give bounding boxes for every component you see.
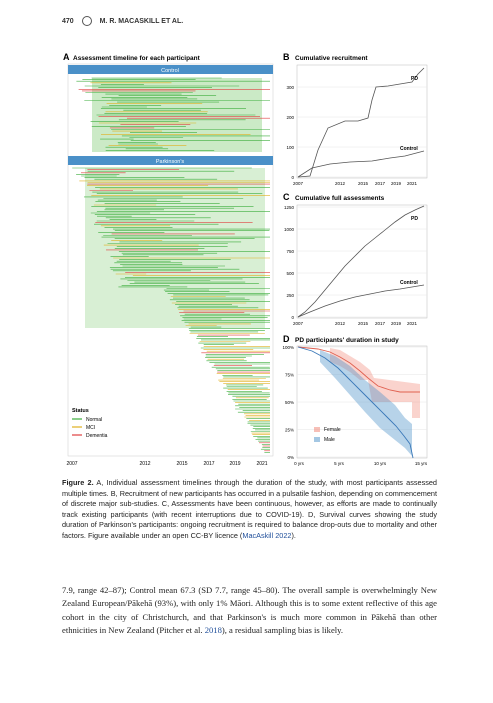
panel-b-x-tick: 2021 [406,181,418,186]
panel-c-y-tick: 1250 [283,205,294,210]
panel-b-y-tick: 0 [291,175,294,180]
legend-female-label: Female [324,427,341,433]
panel-c-x-tick: 2015 [357,321,369,326]
control-timelines [76,78,270,152]
panel-b-x-tick: 2007 [292,181,304,186]
panel-c-control-label: Control [400,280,418,286]
figure-caption [62,478,437,542]
panel-d-y-tick: 50% [284,400,294,405]
panel-c-plot-area [297,205,427,318]
panel-c-x-tick: 2019 [390,321,402,326]
legend-mci-label: MCI [86,425,96,431]
running-authors: M. R. MACASKILL ET AL. [99,17,184,25]
panel-c-x-tick: 2017 [374,321,386,326]
panel-c-x-tick: 2007 [292,321,304,326]
panel-a-letter: A [63,52,70,62]
panel-d [282,334,427,466]
panel-d-title: PD participants' duration in study [295,337,399,344]
status-legend-title: Status [72,408,89,414]
panel-d-x-tick: 0 yrs [294,461,304,466]
panel-b-y-tick: 200 [286,115,294,120]
panel-b-control-label: Control [400,146,418,152]
panel-c-y-tick: 500 [286,271,294,276]
panel-a [63,52,273,467]
panel-d-y-tick: 0% [287,455,294,460]
legend-dementia-label: Dementia [86,433,108,439]
panel-b-title: Cumulative recruitment [295,55,368,62]
panel-d-x-tick: 15 yrs [414,461,428,466]
panel-b-x-tick: 2015 [357,181,369,186]
control-strip-label: Control [161,68,179,74]
panel-a-x-tick: 2012 [139,461,151,467]
panel-b-x-tick: 2012 [334,181,346,186]
legend-male-label: Male [324,437,335,443]
legend-male-swatch [314,437,320,442]
page-number: 470 [62,17,74,25]
caption-text: A, Individual assessment timelines through the duration of the study, with most participants assessed multiple times. B, Recruitment of new participants has occurred in a pulsatile fashion, depending on commencement of discrete major sub-studies. C, Assessments have been continuous, however, as efforts are made to continually track existing participants (with recent interruptions due to COVID-19). D, Survival curves showing the study duration of Parkinson's participants: ongoing recruitment is required to balance drop-outs due to mortality and other factors. Figure available under an open CC-BY licence ( [62,478,437,540]
panel-b-letter: B [283,52,290,62]
legend-normal-label: Normal [86,417,103,423]
panel-a-x-tick: 2021 [256,461,268,467]
legend-female-swatch [314,427,320,432]
panel-a-x-axis [66,461,267,467]
body-text-part2: ), a residual sampling bias is likely. [221,624,344,635]
panel-a-x-tick: 2017 [203,461,215,467]
panel-c-y-tick: 1000 [283,227,294,232]
panel-c-y-tick: 0 [291,315,294,320]
caption-citation-link[interactable]: MacAskill 2022 [242,530,292,540]
body-citation-link[interactable]: 2018 [204,624,222,635]
panel-b-pd-label: PD [411,76,418,82]
panel-a-x-tick: 2015 [176,461,188,467]
body-paragraph [62,584,437,637]
panel-c-y-tick: 250 [286,293,294,298]
panel-b-y-tick: 300 [286,85,294,90]
panel-c-x-tick: 2021 [406,321,418,326]
panel-a-x-tick: 2019 [229,461,241,467]
panel-b-plot-area [297,65,427,178]
panel-c-title: Cumulative full assessments [295,195,385,202]
panel-a-title: Assessment timeline for each participant [73,55,200,62]
panel-d-letter: D [283,334,290,344]
panel-d-x-tick: 5 yrs [334,461,344,466]
panel-c-x-tick: 2012 [334,321,346,326]
panel-b-x-tick: 2019 [390,181,402,186]
panel-b-x-tick: 2017 [374,181,386,186]
panel-a-x-tick: 2007 [66,461,78,467]
panel-b-y-tick: 100 [286,145,294,150]
panel-c-y-tick: 750 [286,249,294,254]
panel-d-x-tick: 10 yrs [373,461,387,466]
caption-end: ). [291,530,296,540]
panel-b [283,52,427,186]
pd-strip-label: Parkinson's [155,159,185,165]
body-text-part1: 7.9, range 42–87); Control mean 67.3 (SD 7.7, range 45–80). The overall sample is overwhelmingly New Zealand European/Pākehā (93%), with only 1% Māori. Although this is to some extent reflective of this age cohort in the city of Christchurch, and that Parkinson's is much more common in Pākehā than other ethnicities in New Zealand (Pitcher et al. [62,585,437,635]
panel-c-pd-label: PD [411,216,418,222]
panel-d-y-tick: 25% [284,427,294,433]
caption-label: Figure 2. [62,478,94,487]
panel-c [283,192,427,326]
panel-d-y-tick: 75% [284,372,294,378]
panel-c-letter: C [283,192,290,202]
panel-d-y-tick: 100% [282,345,294,350]
